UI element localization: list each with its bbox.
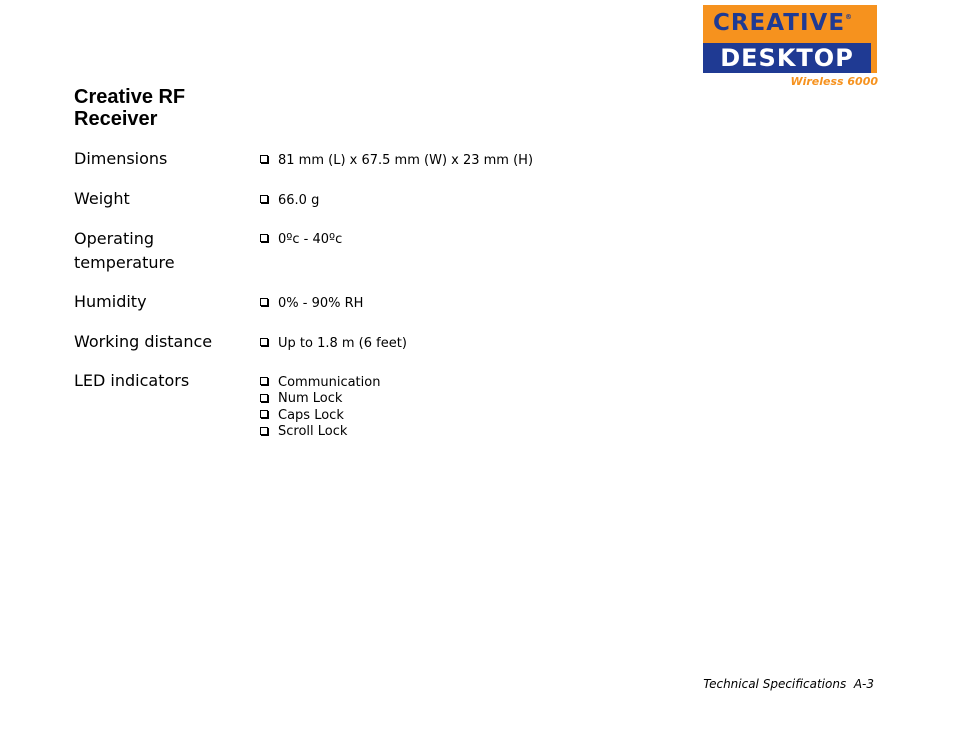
checkbox-bullet-icon (260, 234, 268, 242)
spec-values-led-indicators (260, 374, 380, 440)
logo-product-text: DESKTOP (720, 44, 854, 72)
logo-model-text: Wireless 6000 (790, 75, 878, 88)
checkbox-bullet-icon (260, 338, 268, 346)
spec-values-weight (260, 192, 319, 209)
checkbox-bullet-icon (260, 427, 268, 435)
checkbox-bullet-icon (260, 155, 268, 163)
spec-value: Up to 1.8 m (6 feet) (260, 335, 407, 352)
spec-value: 0ºc - 40ºc (260, 231, 342, 248)
spec-value: 81 mm (L) x 67.5 mm (W) x 23 mm (H) (260, 152, 533, 169)
spec-values-operating-temperature (260, 231, 342, 248)
spec-label-humidity: Humidity (74, 292, 147, 311)
spec-value: 0% - 90% RH (260, 295, 363, 312)
spec-value: 66.0 g (260, 192, 319, 209)
logo-brand-text: CREATIVE® (712, 10, 854, 36)
spec-label-weight: Weight (74, 189, 130, 208)
spec-value: Num Lock (260, 391, 380, 408)
checkbox-bullet-icon (260, 298, 268, 306)
spec-values-working-distance (260, 335, 407, 352)
spec-value: Communication (260, 374, 380, 391)
checkbox-bullet-icon (260, 377, 268, 385)
checkbox-bullet-icon (260, 394, 268, 402)
spec-values-humidity (260, 295, 363, 312)
page-title: Creative RF Receiver (74, 86, 186, 130)
checkbox-bullet-icon (260, 195, 268, 203)
checkbox-bullet-icon (260, 410, 268, 418)
creative-desktop-logo (703, 5, 878, 90)
spec-label-working-distance: Working distance (74, 332, 213, 351)
spec-label-led-indicators: LED indicators (74, 371, 190, 390)
page-footer: Technical Specifications A-3 (703, 677, 874, 691)
spec-label-dimensions: Dimensions (74, 149, 168, 168)
spec-value: Caps Lock (260, 407, 380, 424)
logo-band-tail (871, 43, 877, 73)
spec-value: Scroll Lock (260, 424, 380, 441)
spec-values-dimensions (260, 152, 533, 169)
spec-label-operating-temperature: Operating temperature (74, 229, 175, 272)
